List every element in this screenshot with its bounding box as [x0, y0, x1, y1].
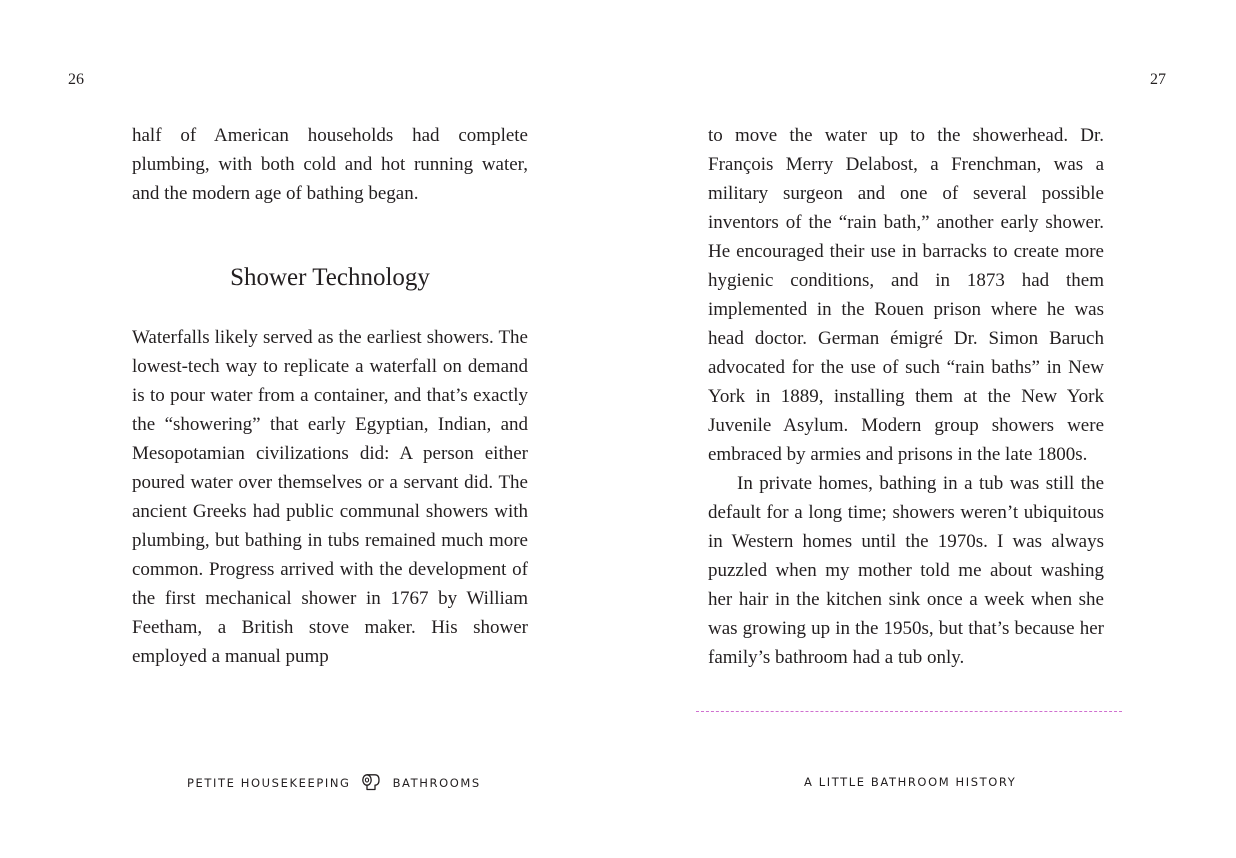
intro-paragraph: half of American households had complete plumbing, with both cold and hot running water, and the modern age of bathing began. — [132, 125, 528, 204]
right-page — [618, 0, 1236, 858]
dashed-guide-line — [696, 711, 1122, 712]
right-text-block — [708, 121, 1104, 672]
footer-left — [187, 774, 481, 792]
page-number-right: 27 — [1150, 71, 1166, 88]
right-paragraph-1: to move the water up to the showerhead. Dr. François Merry Delabost, a Frenchman, was a military surgeon and one of several possible inventors of the “rain bath,” another early shower. He encouraged their use in barracks to create more hygienic conditions, and in 1873 had them implemented in the Rouen prison where he was head doctor. German émigré Dr. Simon Baruch advocated for the use of such “rain baths” in New York in 1889, installing them at the New York Juvenile Asylum. Modern group showers were embraced by armies and prisons in the late 1800s. — [708, 125, 1104, 465]
right-paragraph-2: In private homes, bathing in a tub was still the default for a long time; showers weren’t ubiquitous in Western homes until the 1970s. I was always puzzled when my mother told me about washing her hair in the kitchen sink once a week when she was growing up in the 1950s, but that’s because her family’s bathroom had a tub only. — [708, 473, 1104, 668]
footer-chapter-title: A LITTLE BATHROOM HISTORY — [804, 775, 1017, 789]
toilet-paper-icon — [361, 773, 381, 791]
intro-paragraph-block — [132, 121, 528, 208]
page-number-left: 26 — [68, 71, 84, 88]
footer-series-title: PETITE HOUSEKEEPING — [187, 776, 351, 790]
footer-book-title: BATHROOMS — [392, 776, 481, 790]
body-paragraph-block — [132, 323, 528, 671]
section-heading: Shower Technology — [230, 264, 430, 291]
body-paragraph: Waterfalls likely served as the earliest showers. The lowest-tech way to replicate a waterfall on demand is to pour water from a container, and that’s exactly the “showering” that early Egyptian, Indian, and Mesopotamian civilizations did: A person either poured water over themselves or a servant did. The ancient Greeks had public communal showers with plumbing, but bathing in tubs remained much more common. Progress arrived with the development of the first mechanical shower in 1767 by William Feetham, a British stove maker. His shower employed a manual pump — [132, 327, 528, 667]
footer-right — [804, 774, 1236, 790]
